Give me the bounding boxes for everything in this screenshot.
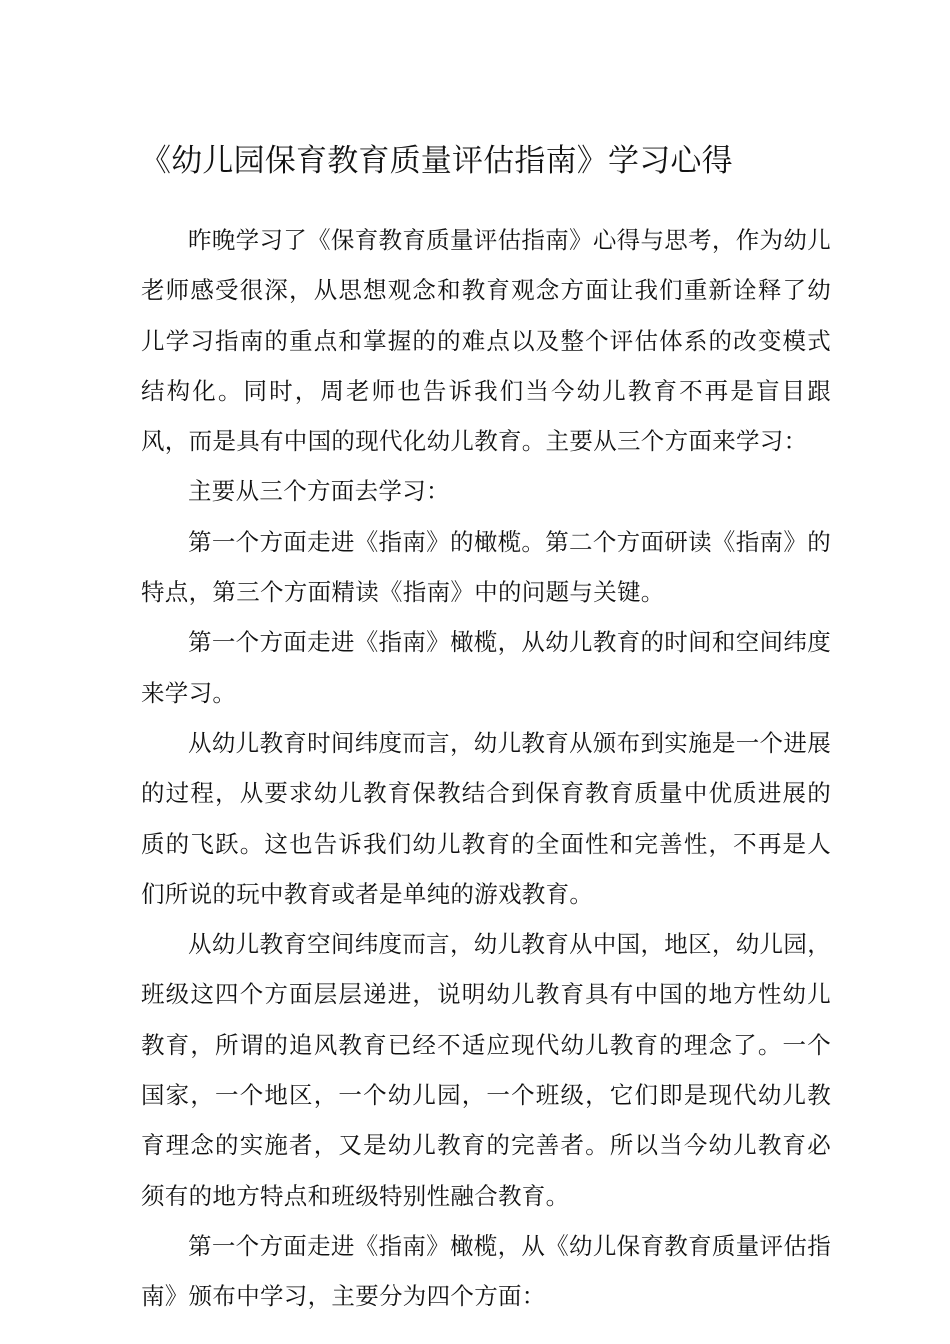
paragraph: 主要从三个方面去学习： (188, 477, 450, 506)
document-title: 《幼儿园保育教育质量评估指南》学习心得 (140, 143, 733, 179)
paragraph: 从幼儿教育时间纬度而言，幼儿教育从颁布到实施是一个进展的过程，从要求幼儿教育保教结合到保育教育质量中优质进展的质的飞跃。这也告诉我们幼儿教育的全面性和完善性，不再是人们所说的玩中教育或者是单纯的游戏教育。 (141, 728, 831, 908)
document-body (141, 215, 831, 1322)
paragraph: 从幼儿教育空间纬度而言，幼儿教育从中国，地区，幼儿园，班级这四个方面层层递进，说明幼儿教育具有中国的地方性幼儿教育，所谓的追风教育已经不适应现代幼儿教育的理念了。一个国家，一个地区，一个幼儿园，一个班级，它们即是现代幼儿教育理念的实施者，又是幼儿教育的完善者。所以当今幼儿教育必须有的地方特点和班级特别性融合教育。 (141, 930, 831, 1210)
paragraph: 第一个方面走进《指南》的橄榄。第二个方面研读《指南》的特点，第三个方面精读《指南》中的问题与关键。 (141, 527, 831, 607)
paragraph: 第一个方面走进《指南》橄榄，从幼儿教育的时间和空间纬度来学习。 (141, 628, 831, 707)
paragraph: 昨晚学习了《保育教育质量评估指南》心得与思考，作为幼儿老师感受很深，从思想观念和教育观念方面让我们重新诠释了幼儿学习指南的重点和掌握的的难点以及整个评估体系的改变模式结构化。同时，周老师也告诉我们当今幼儿教育不再是盲目跟风，而是具有中国的现代化幼儿教育。主要从三个方面来学习： (141, 226, 831, 456)
paragraph: 第一个方面走进《指南》橄榄，从《幼儿保育教育质量评估指南》颁布中学习，主要分为四个方面： (141, 1231, 831, 1311)
